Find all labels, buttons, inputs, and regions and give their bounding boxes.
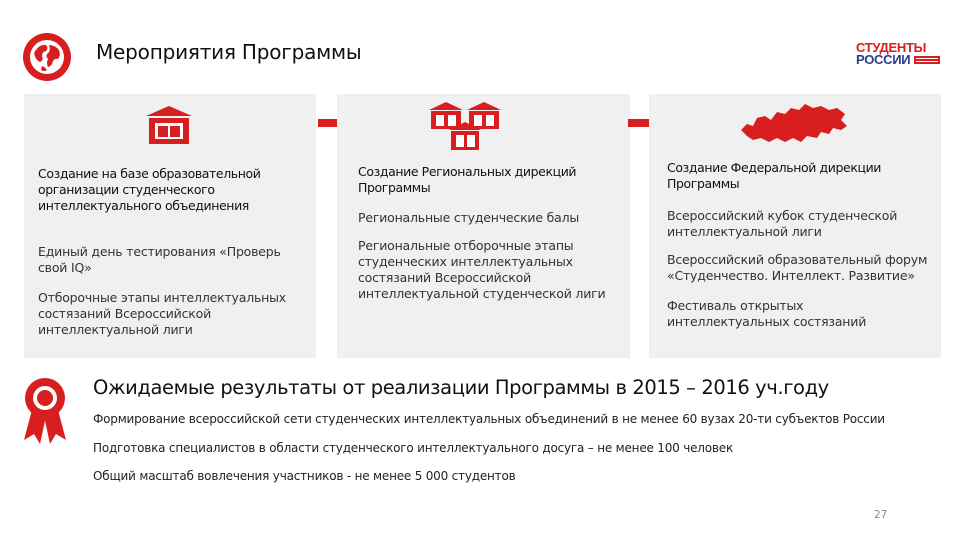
result-item: Формирование всероссийской сети студенческих интеллектуальных объединений в не менее 60 вузах 20-ти субъектов России (93, 412, 885, 426)
results-title: Ожидаемые результаты от реализации Программы в 2015 – 2016 уч.году (93, 376, 829, 399)
card-item: Региональные отборочные этапы студенческих интеллектуальных состязаний Всероссийской интеллектуальной студенческой лиги (358, 238, 606, 301)
card-regional (337, 94, 630, 358)
medal-icon (20, 376, 70, 446)
page-title: Мероприятия Программы (96, 40, 362, 64)
card-item: Всероссийский кубок студенческой интеллектуальной лиги (667, 208, 898, 239)
card-federal (649, 94, 941, 358)
logo-line1: СТУДЕНТЫ (856, 40, 927, 55)
building-icon (146, 106, 192, 146)
logo-line2: РОССИИ (856, 52, 911, 67)
card-heading: Создание Региональных дирекций Программы (358, 164, 577, 195)
card-item: Отборочные этапы интеллектуальных состязаний Всероссийской интеллектуальной лиги (38, 290, 286, 337)
buildings-group-icon (429, 102, 501, 152)
card-item: Фестиваль открытых интеллектуальных состязаний (667, 298, 867, 329)
card-item: Всероссийский образовательный форум «Студенчество. Интеллект. Развитие» (667, 252, 928, 283)
card-item: Региональные студенческие балы (358, 210, 580, 225)
card-organization (24, 94, 316, 358)
flag-icon (914, 56, 940, 64)
students-russia-logo (856, 42, 944, 72)
card-heading: Создание Федеральной дирекции Программы (667, 160, 882, 191)
card-item: Единый день тестирования «Проверь свой IQ» (38, 244, 281, 275)
russia-map-icon (737, 100, 849, 148)
page-number: 27 (874, 509, 888, 521)
globe-icon (22, 32, 72, 82)
card-heading: Создание на базе образовательной организации студенческого интеллектуального объединения (38, 166, 261, 213)
result-item: Общий масштаб вовлечения участников - не менее 5 000 студентов (93, 469, 516, 483)
result-item: Подготовка специалистов в области студенческого интеллектуального досуга – не менее 100 человек (93, 441, 734, 455)
